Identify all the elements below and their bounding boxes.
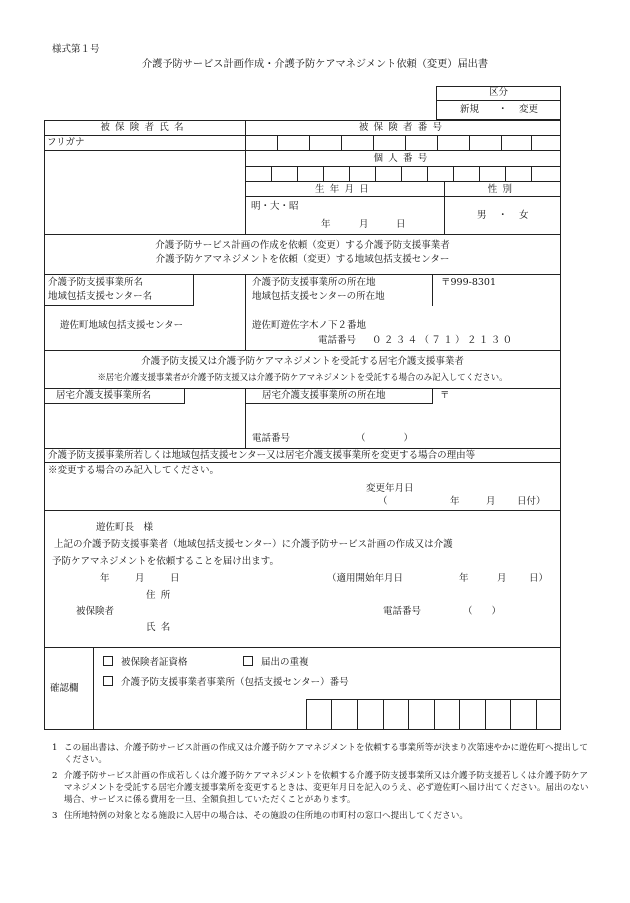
declaration-phone-label: 電話番号 [383, 606, 422, 617]
change-date-label: 変更年月日 [366, 483, 414, 494]
provider-heading-1: 介護予防サービス計画の作成を依頼（変更）する介護予防支援事業者 [155, 240, 450, 251]
checkbox-icon[interactable] [243, 656, 253, 666]
declaration-addressee: 遊佐町長 様 [96, 522, 154, 533]
declaration-address-label: 住所 [146, 590, 176, 601]
address-label-1: 介護予防支援事業所の所在地 [252, 277, 376, 288]
gender-female[interactable]: 女 [519, 210, 529, 221]
personal-number-label: 個人番号 [373, 153, 433, 164]
home-care-office-label: 居宅介護支援事業所名 [56, 390, 152, 401]
note-1: 1 この届出書は、介護予防サービス計画の作成又は介護予防ケアマネジメントを依頼する事業所等が決まり次第速やかに遊佐町へ提出してください。 [52, 743, 588, 765]
check-insured-card[interactable]: 被保険者証資格 [103, 656, 188, 669]
home-care-heading: 介護予防支援又は介護予防ケアマネジメントを受託する居宅介護支援事業者 [141, 356, 464, 367]
office-phone: ０２３４（７１）２１３０ [372, 335, 515, 346]
category-change[interactable]: 変更 [519, 104, 539, 115]
declaration-insured-label: 被保険者 [76, 606, 115, 617]
postal-code: 〒999-8301 [441, 277, 497, 288]
change-heading: 介護予防支援事業所若しくは地域包括支援センター又は居宅介護支援事業所を変更する場合の理由等 [48, 450, 476, 461]
check-duplicate[interactable]: 届出の重複 [243, 656, 309, 669]
office-name: 遊佐町地域包括支援センター [60, 320, 184, 331]
birth-date-label: 生年月日 [315, 184, 374, 195]
home-care-phone-label: 電話番号 [252, 433, 291, 444]
category-new[interactable]: 新規 [460, 104, 480, 115]
form-number: 様式第１号 [52, 44, 100, 55]
checkbox-icon[interactable] [103, 656, 113, 666]
insured-number-label: 被保険者番号 [358, 122, 448, 133]
gender-label: 性別 [487, 184, 518, 195]
confirmation-label: 確認欄 [50, 683, 79, 694]
provider-heading-2: 介護予防ケアマネジメントを依頼（変更）する地域包括支援センター [155, 254, 450, 265]
apply-date-label: （適用開始年月日 [327, 573, 404, 584]
phone-label: 電話番号 [318, 335, 357, 346]
form-title: 介護予防サービス計画作成・介護予防ケアマネジメント依頼（変更）届出書 [141, 59, 489, 70]
insured-name-label: 被保険者氏名 [100, 122, 189, 133]
checkbox-icon[interactable] [103, 676, 113, 686]
furigana-label: フリガナ [47, 137, 85, 148]
declaration-text-2: 予防ケアマネジメントを依頼することを届け出ます。 [52, 556, 279, 567]
home-care-address-label: 居宅介護支援事業所の所在地 [262, 390, 386, 401]
category-label: 区分 [488, 87, 508, 98]
declaration-text-1: 上記の介護予防支援事業者（地域包括支援センター）に介護予防サービス計画の作成又は介護 [54, 539, 453, 550]
address-label-2: 地域包括支援センターの所在地 [252, 291, 385, 302]
office-name-label-2: 地域包括支援センター名 [48, 291, 153, 302]
office-address: 遊佐町遊佐字木ノ下２番地 [252, 320, 367, 331]
note-2: 2 介護予防サービス計画の作成若しくは介護予防ケアマネジメントを依頼する介護予防支援事業所又は介護予防支援若しくは介護予防ケアマネジメントを受託する居宅介護支援事業所を変更するときは、変更年月日を記入のうえ、必ず遊佐町へ届け出てください。届出のない場合、サービスに係る費用を一旦、全額負担していただくことがあります。 [52, 771, 589, 805]
office-name-label-1: 介護予防支援事業所名 [48, 277, 144, 288]
gender-male[interactable]: 男 [477, 210, 487, 221]
home-care-subnote: ※居宅介護支援事業者が介護予防支援又は介護予防ケアマネジメントを受託する場合のみ記入してください。 [97, 372, 508, 382]
declaration-name-label: 氏名 [146, 622, 176, 633]
birth-eras[interactable]: 明・大・昭 [251, 201, 299, 212]
change-note: ※変更する場合のみ記入してください。 [48, 465, 220, 476]
note-3: 3 住所地特例の対象となる施設に入居中の場合は、その施設の住所地の市町村の窓口へ提出してください。 [52, 811, 468, 821]
check-office-number[interactable]: 介護予防支援事業者事業所（包括支援センター）番号 [103, 676, 349, 689]
